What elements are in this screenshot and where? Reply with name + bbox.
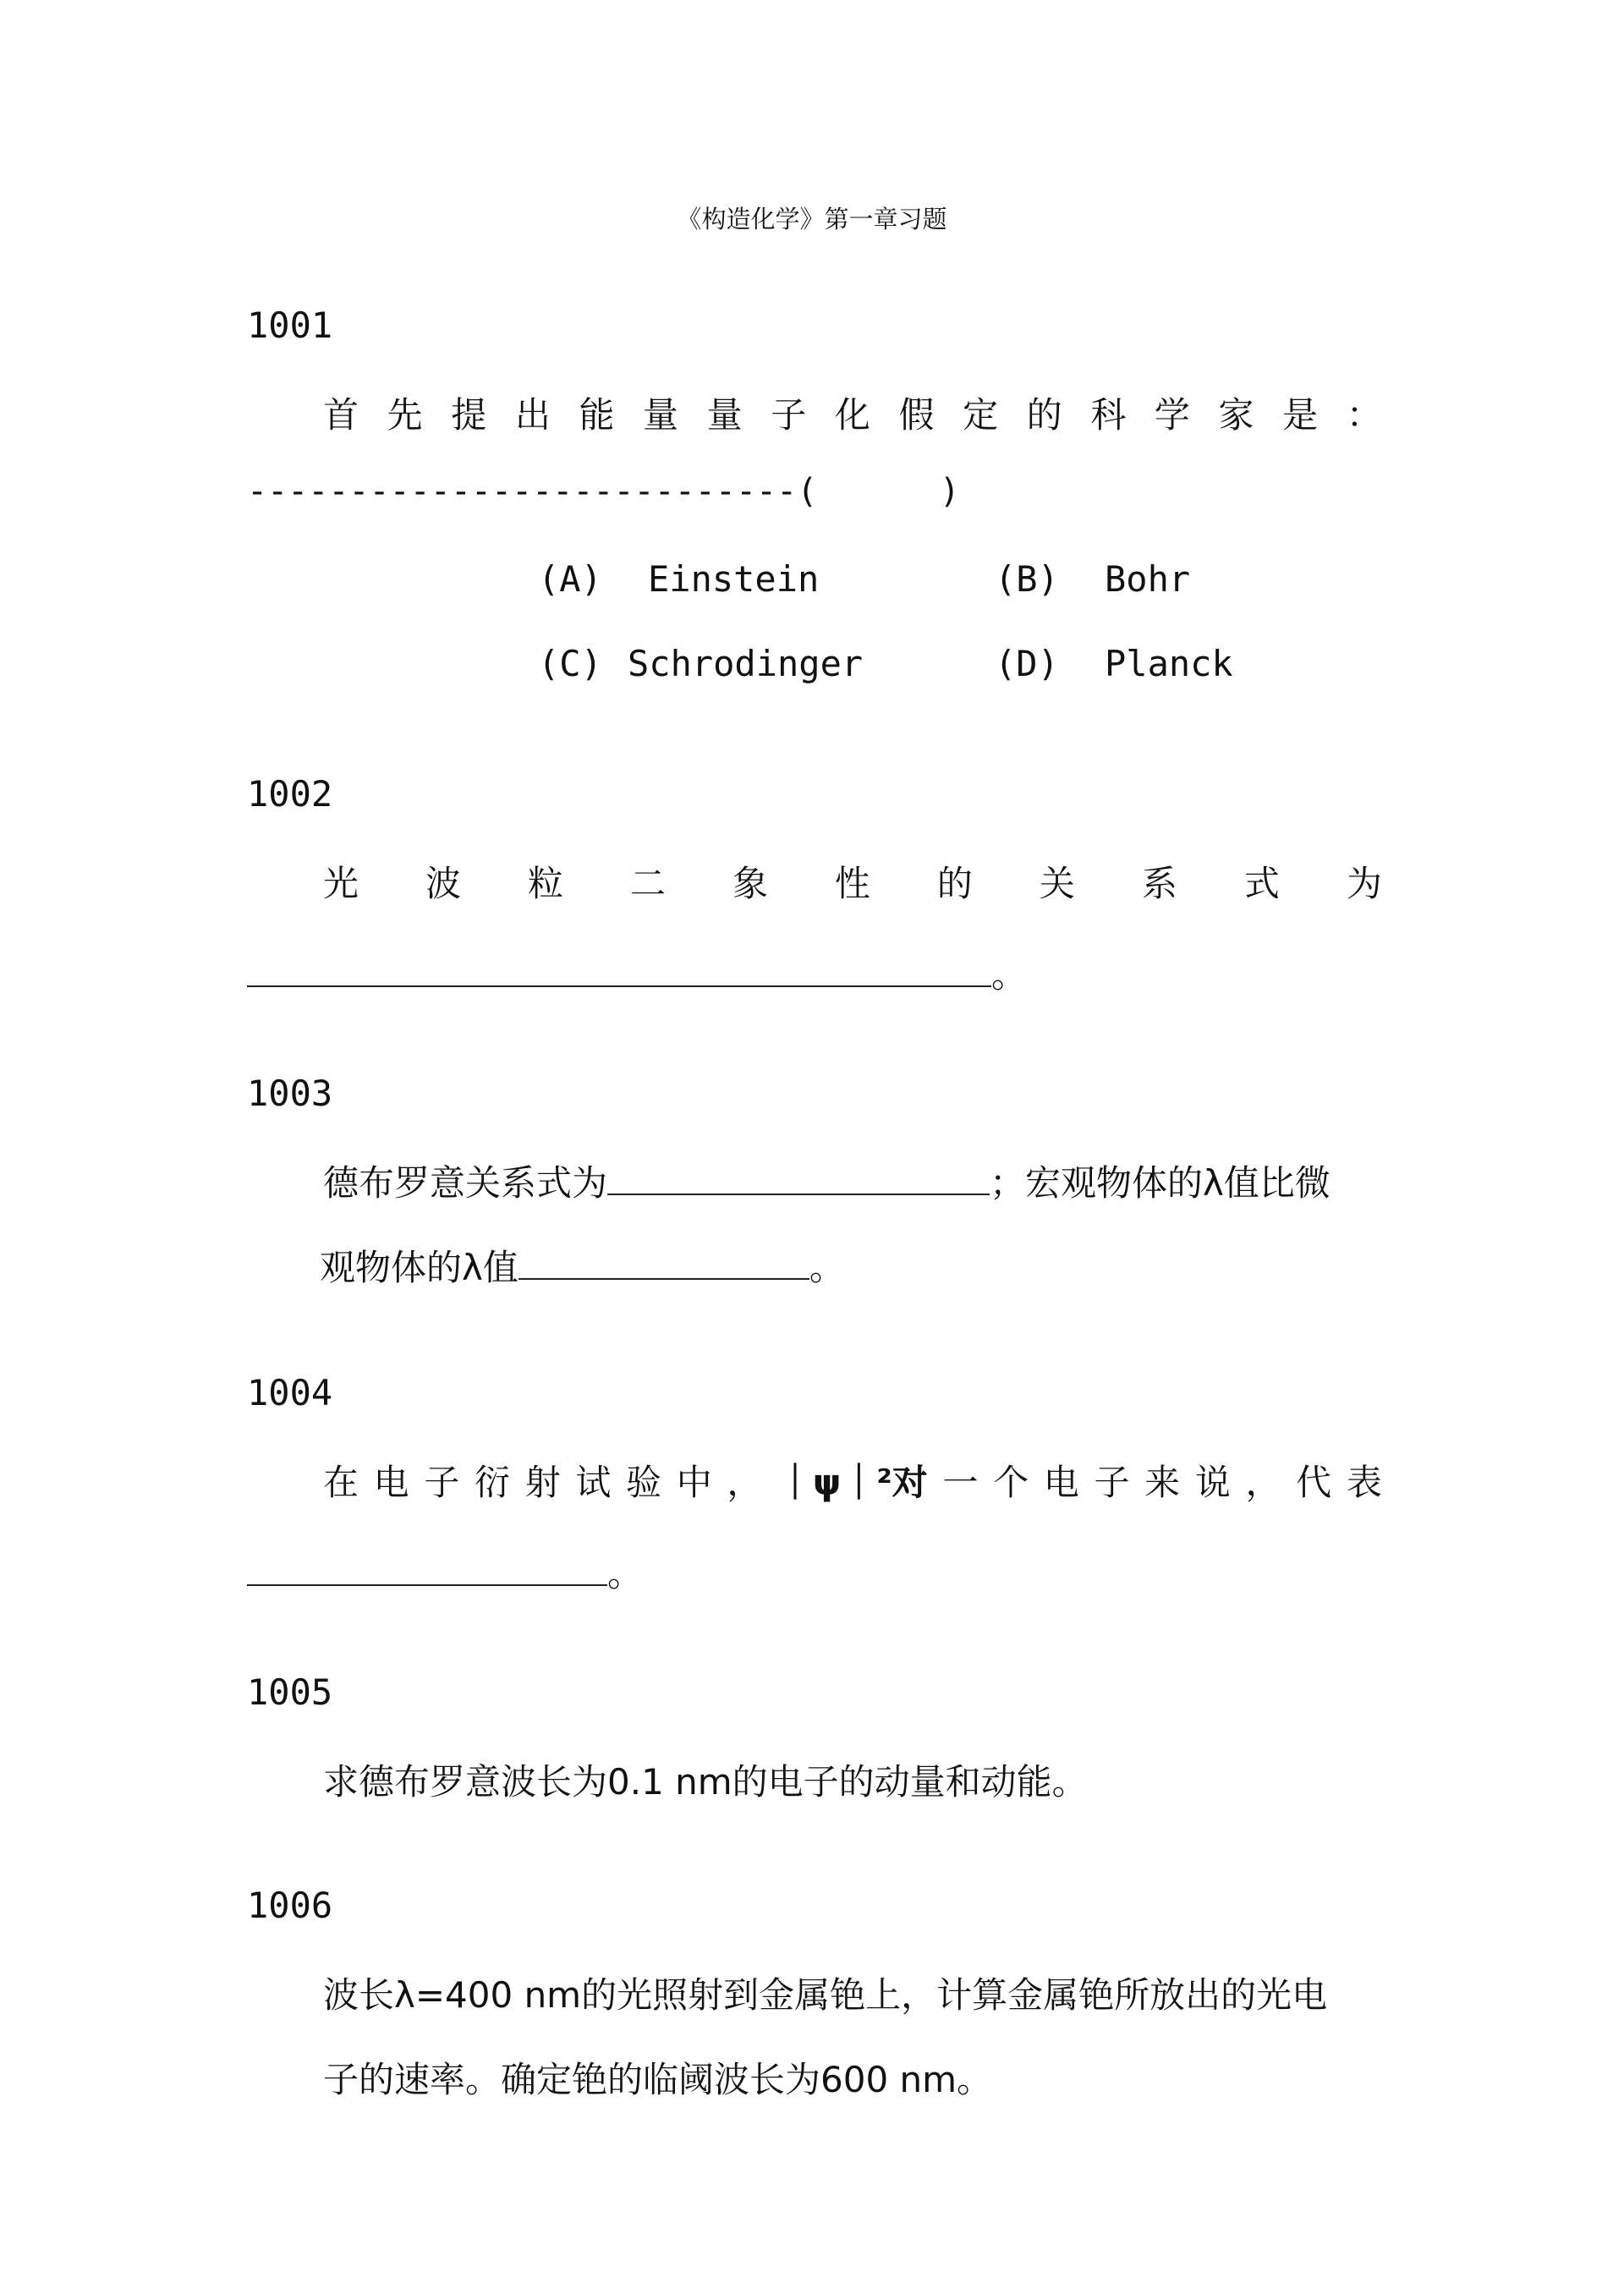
question-1005-text: 求德布罗意波长为0.1 nm的电子的动量和动能。 — [323, 1761, 1088, 1803]
question-number-1006: 1006 — [247, 1885, 333, 1926]
page-title: 《构造化学》第一章习题 — [677, 205, 947, 233]
question-1001-answer-paren: ---------------------------( ) — [247, 472, 960, 511]
question-1004-stem: 在 电 子 衍 射 试 验 中 ， ｜ψ｜²对 一 个 电 子 来 说 ， 代 表 — [323, 1455, 1382, 1506]
question-1006-line-2: 子的速率。确定铯的临阈波长为600 nm。 — [323, 2059, 993, 2100]
question-1001-stem: 首 先 提 出 能 量 量 子 化 假 定 的 科 学 家 是 ： — [323, 394, 1382, 436]
option-d-label: (D) — [995, 643, 1059, 684]
question-1002-stem: 光 波 粒 二 象 性 的 关 系 式 为 — [323, 863, 1382, 904]
question-1006-line-1: 波长λ=400 nm的光照射到金属铯上，计算金属铯所放出的光电 — [323, 1974, 1328, 2016]
question-number-1005: 1005 — [247, 1671, 333, 1713]
answer-blank[interactable] — [607, 1161, 990, 1195]
question-1004-answer-line: 。 — [247, 1546, 643, 1597]
answer-blank[interactable] — [518, 1246, 809, 1280]
question-1003-line-2: 观物体的λ值 。 — [320, 1247, 845, 1288]
question-1003-line-1: 德布罗意关系式为 ；宏观物体的λ值比微 — [323, 1162, 1330, 1204]
option-a-label: (A) — [538, 558, 602, 600]
question-number-1004: 1004 — [247, 1372, 333, 1413]
psi-squared: ｜ψ｜²对 — [777, 1462, 928, 1503]
option-c-label: (C) — [538, 643, 602, 684]
option-d-text: Planck — [1105, 643, 1233, 684]
question-1002-answer-line: 。 — [247, 947, 1027, 998]
question-number-1001: 1001 — [247, 305, 333, 346]
answer-blank[interactable] — [247, 953, 991, 987]
option-a-text: Einstein — [648, 558, 820, 600]
option-c-text: Schrodinger — [628, 643, 864, 684]
option-b-label: (B) — [995, 558, 1059, 600]
answer-blank[interactable] — [247, 1552, 607, 1586]
option-b-text: Bohr — [1105, 558, 1191, 600]
question-number-1002: 1002 — [247, 773, 333, 815]
question-number-1003: 1003 — [247, 1073, 333, 1114]
